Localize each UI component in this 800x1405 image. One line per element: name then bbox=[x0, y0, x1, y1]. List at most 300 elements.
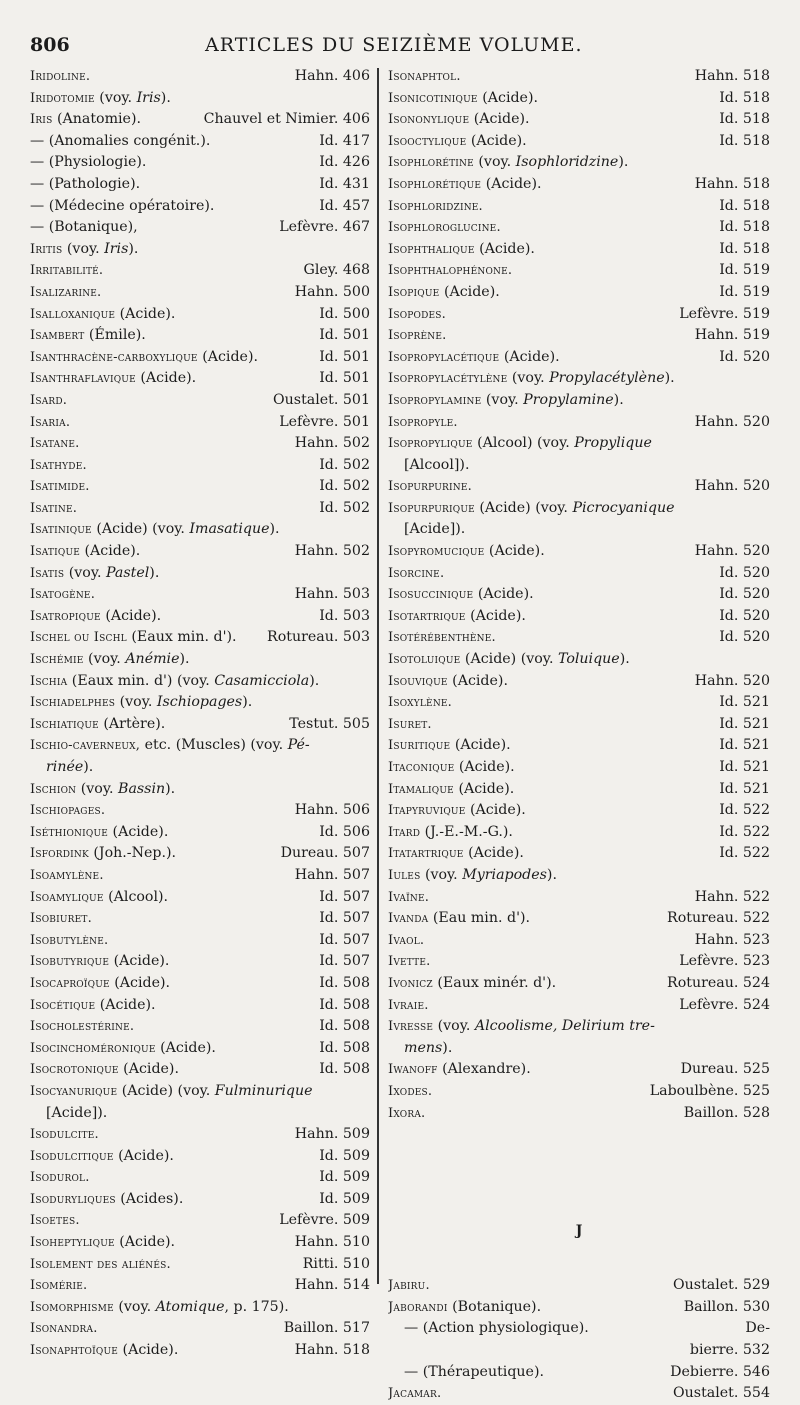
entry-term bbox=[388, 476, 472, 498]
entry-term bbox=[388, 973, 556, 995]
entry-headword: Isocinchoméronique bbox=[30, 1040, 156, 1056]
entry-term bbox=[388, 498, 675, 520]
index-entry bbox=[388, 541, 770, 563]
entry-author-page bbox=[689, 930, 770, 952]
entry-author: Id. bbox=[319, 1190, 339, 1207]
entry-qualifier: (Acide). bbox=[109, 974, 171, 991]
entry-qualifier: (Acide). bbox=[80, 543, 141, 560]
entry-author-page bbox=[313, 1167, 370, 1189]
entry-author-page bbox=[713, 282, 770, 304]
entry-author: Id. bbox=[319, 888, 339, 905]
entry-qualifier: (Acide). bbox=[450, 737, 511, 754]
entry-author-page bbox=[313, 131, 370, 153]
entry-author-page bbox=[713, 109, 770, 131]
entry-term bbox=[388, 606, 526, 628]
entry-headword: Isopodes. bbox=[388, 306, 446, 322]
entry-author-page bbox=[667, 1383, 770, 1405]
index-entry bbox=[30, 260, 370, 282]
entry-headword: Isoduryliques bbox=[30, 1191, 116, 1207]
entry-qualifier: (Acide). bbox=[465, 607, 526, 624]
entry-term bbox=[30, 152, 146, 174]
entry-headword: Isonandra. bbox=[30, 1321, 98, 1337]
entry-author: Hahn. bbox=[294, 866, 339, 883]
entry-page: 510 bbox=[342, 1255, 370, 1272]
index-entry bbox=[30, 1189, 370, 1211]
index-entry bbox=[388, 1038, 770, 1060]
entry-author-page bbox=[289, 282, 370, 304]
entry-author-page bbox=[313, 1189, 370, 1211]
entry-term bbox=[30, 1340, 178, 1362]
index-entry bbox=[30, 390, 370, 412]
section-letter: J bbox=[575, 1223, 583, 1240]
entry-headword: Isophthalophénone. bbox=[388, 263, 513, 279]
entry-tail: , p. 175). bbox=[224, 1298, 289, 1315]
entry-qualifier: (J.-E.-M.-G.). bbox=[420, 823, 513, 840]
entry-author: Id. bbox=[719, 89, 739, 106]
entry-author: Testut. bbox=[289, 715, 339, 732]
index-entry bbox=[30, 519, 370, 541]
entry-term bbox=[388, 627, 496, 649]
entry-headword: Jabiru. bbox=[388, 1278, 430, 1294]
entry-headword: Itaconique bbox=[388, 760, 455, 775]
entry-headword: Isomérie. bbox=[30, 1278, 88, 1294]
entry-qualifier: (Acide). bbox=[114, 1234, 176, 1251]
entry-term bbox=[30, 368, 196, 390]
entry-author-page bbox=[313, 498, 370, 520]
entry-headword: Isobutylène. bbox=[30, 932, 109, 948]
entry-headword: Isatine. bbox=[30, 500, 78, 516]
index-entry bbox=[388, 671, 770, 693]
entry-author-page bbox=[289, 541, 370, 563]
entry-author-page bbox=[689, 174, 770, 196]
entry-qualifier: (Acide). bbox=[466, 132, 527, 149]
entry-author: Hahn. bbox=[694, 68, 739, 84]
entry-page: 509 bbox=[342, 1147, 370, 1164]
entry-page: 501 bbox=[342, 413, 370, 430]
entry-author-page bbox=[198, 109, 370, 131]
entry-qualifier: (Botanique). bbox=[447, 1298, 542, 1315]
entry-author-page bbox=[313, 368, 370, 390]
index-entry bbox=[30, 1232, 370, 1254]
entry-page: 520 bbox=[742, 586, 770, 603]
entry-headword: Isuret. bbox=[388, 716, 432, 732]
entry-term bbox=[388, 1362, 544, 1384]
entry-term bbox=[388, 800, 526, 822]
index-entry bbox=[388, 217, 770, 239]
entry-author-page bbox=[297, 1254, 370, 1276]
entry-page: 509 bbox=[342, 1126, 370, 1143]
index-entry bbox=[30, 455, 370, 477]
entry-page: 522 bbox=[742, 910, 770, 927]
index-entry bbox=[388, 1275, 770, 1297]
entry-author-page bbox=[713, 563, 770, 585]
entry-author-page bbox=[713, 239, 770, 261]
entry-qualifier: (Acide) (voy. bbox=[91, 521, 190, 538]
index-entry bbox=[388, 563, 770, 585]
entry-term bbox=[388, 1059, 531, 1081]
index-entry bbox=[388, 498, 770, 520]
entry-author-page bbox=[283, 714, 370, 736]
index-entry bbox=[388, 843, 770, 865]
entry-term bbox=[388, 347, 560, 369]
entry-headword: Isanthracène-carboxylique bbox=[30, 349, 198, 365]
entry-term bbox=[30, 843, 176, 865]
entry-author-page bbox=[713, 714, 770, 736]
entry-reference: Propylacétylène bbox=[549, 370, 665, 387]
entry-page: 518 bbox=[742, 89, 770, 106]
index-entry bbox=[30, 1124, 370, 1146]
entry-author-page bbox=[675, 1059, 770, 1081]
entry-author: Hahn. bbox=[294, 1342, 339, 1359]
entry-headword: Jaborandi bbox=[388, 1299, 448, 1315]
entry-headword: Isoheptylique bbox=[30, 1235, 115, 1251]
entry-headword: Isard. bbox=[30, 392, 68, 408]
entry-page: 546 bbox=[742, 1363, 770, 1380]
entry-reference: mens bbox=[404, 1039, 443, 1056]
entry-author-page bbox=[713, 260, 770, 282]
entry-headword: Iséthionique bbox=[30, 824, 109, 840]
entry-tail: ). bbox=[309, 672, 320, 689]
entry-qualifier: (voy. bbox=[64, 564, 106, 581]
entry-qualifier: (Acide). bbox=[499, 348, 560, 365]
blank-line bbox=[388, 1124, 770, 1146]
entry-author-page bbox=[713, 757, 770, 779]
entry-author: Baillon. bbox=[283, 1320, 339, 1337]
entry-author: Id. bbox=[719, 219, 739, 236]
entry-term bbox=[30, 735, 310, 757]
entry-page: 406 bbox=[342, 68, 370, 84]
entry-author: Hahn. bbox=[694, 672, 739, 689]
entry-headword: Ivaïne. bbox=[388, 889, 430, 905]
entry-author-page bbox=[273, 217, 370, 239]
entry-term bbox=[30, 779, 175, 801]
index-entry bbox=[388, 304, 770, 326]
entry-term bbox=[30, 196, 214, 218]
entry-headword: Ivaol. bbox=[388, 932, 425, 948]
entry-qualifier: (Acide). bbox=[100, 607, 162, 624]
entry-author-page bbox=[713, 131, 770, 153]
entry-author: Id. bbox=[319, 1147, 339, 1164]
entry-headword: Isatique bbox=[30, 544, 80, 560]
entry-author-page bbox=[273, 1210, 370, 1232]
entry-author-page bbox=[673, 304, 770, 326]
entry-headword: Isocyanurique bbox=[30, 1083, 118, 1099]
entry-headword: Isopropylacétique bbox=[388, 349, 500, 365]
entry-qualifier: (voy. bbox=[94, 89, 137, 106]
entry-page: 519 bbox=[742, 327, 770, 344]
entry-page: 525 bbox=[742, 1082, 770, 1099]
index-entry bbox=[30, 887, 370, 909]
entry-author: Hahn. bbox=[694, 543, 739, 560]
entry-term bbox=[30, 887, 168, 909]
entry-page: 502 bbox=[342, 543, 370, 560]
entry-page: 520 bbox=[742, 672, 770, 689]
index-entry bbox=[388, 1383, 770, 1405]
entry-author-page bbox=[684, 1340, 770, 1362]
entry-tail: ). bbox=[546, 866, 557, 883]
entry-term bbox=[388, 1038, 452, 1060]
entry-author-page bbox=[713, 779, 770, 801]
entry-reference: Imasatique bbox=[189, 521, 270, 538]
entry-page: 523 bbox=[742, 953, 770, 970]
entry-term bbox=[30, 66, 90, 88]
entry-page: 520 bbox=[742, 607, 770, 624]
index-entry bbox=[388, 887, 770, 909]
index-entry bbox=[388, 152, 770, 174]
entry-term bbox=[30, 519, 280, 541]
entry-term bbox=[388, 779, 514, 801]
entry-author-page bbox=[275, 843, 370, 865]
entry-qualifier: (Émile). bbox=[84, 327, 146, 344]
entry-page: 520 bbox=[742, 543, 770, 560]
entry-page: 522 bbox=[742, 888, 770, 905]
entry-term bbox=[30, 88, 171, 110]
entry-author: De- bbox=[745, 1320, 770, 1337]
entry-term bbox=[388, 304, 446, 326]
entry-qualifier: (Acide). bbox=[95, 996, 156, 1013]
entry-author: Id. bbox=[319, 823, 339, 840]
entry-term bbox=[30, 1103, 107, 1125]
entry-headword: Isoprène. bbox=[388, 328, 447, 344]
entry-author: Gley. bbox=[303, 262, 339, 279]
entry-term bbox=[30, 1275, 87, 1297]
entry-qualifier: (voy. bbox=[507, 370, 550, 387]
entry-term bbox=[388, 152, 628, 174]
index-entry bbox=[388, 433, 770, 455]
entry-qualifier: — (Anomalies congénit.). bbox=[30, 132, 211, 149]
entry-qualifier: (Acide). bbox=[484, 543, 545, 560]
entry-qualifier: (voy. bbox=[115, 694, 157, 711]
entry-term bbox=[388, 455, 469, 477]
entry-headword: Itamalique bbox=[388, 781, 454, 797]
entry-term bbox=[30, 606, 161, 628]
entry-headword: Ischiadelphes bbox=[30, 695, 116, 711]
index-entry bbox=[30, 347, 370, 369]
entry-author: Id. bbox=[319, 931, 339, 948]
entry-page: 501 bbox=[342, 327, 370, 344]
entry-term bbox=[388, 131, 527, 153]
entry-qualifier: — (Médecine opératoire). bbox=[30, 197, 215, 214]
entry-term bbox=[30, 412, 70, 434]
index-entry bbox=[30, 196, 370, 218]
entry-page: 521 bbox=[742, 780, 770, 797]
entry-page: 508 bbox=[342, 1061, 370, 1078]
entry-headword: Ischiopages. bbox=[30, 803, 106, 819]
entry-term bbox=[30, 973, 170, 995]
entry-author-page bbox=[673, 951, 770, 973]
index-entry bbox=[388, 1340, 770, 1362]
index-entry bbox=[388, 800, 770, 822]
index-entry bbox=[30, 66, 370, 88]
entry-page: 521 bbox=[742, 715, 770, 732]
entry-author-page bbox=[713, 88, 770, 110]
entry-term bbox=[388, 735, 511, 757]
index-entry bbox=[30, 930, 370, 952]
index-entry bbox=[30, 498, 370, 520]
entry-qualifier: (Acide). bbox=[465, 802, 526, 819]
entry-qualifier: — (Action physiologique). bbox=[404, 1320, 589, 1337]
entry-qualifier: (Acide). bbox=[469, 111, 530, 128]
entry-author: Debierre. bbox=[670, 1363, 739, 1380]
entry-tail: ). bbox=[442, 1039, 453, 1056]
entry-author: Rotureau. bbox=[667, 974, 739, 991]
entry-author-page bbox=[713, 584, 770, 606]
index-entry bbox=[30, 692, 370, 714]
entry-tail: ). bbox=[618, 154, 629, 171]
index-entry bbox=[30, 1297, 370, 1319]
index-entry bbox=[30, 671, 370, 693]
entry-headword: Ischémie bbox=[30, 652, 84, 668]
entry-headword: Itapyruvique bbox=[388, 803, 466, 819]
entry-page: 524 bbox=[742, 974, 770, 991]
entry-qualifier: — (Physiologie). bbox=[30, 154, 147, 171]
entry-page: 503 bbox=[342, 629, 370, 646]
entry-term bbox=[30, 995, 156, 1017]
entry-term bbox=[30, 584, 95, 606]
index-entry bbox=[30, 282, 370, 304]
index-entry bbox=[30, 217, 370, 239]
entry-tail: ). bbox=[160, 89, 171, 106]
entry-headword: Iridotomie bbox=[30, 90, 95, 106]
index-entry bbox=[388, 196, 770, 218]
entry-author-page bbox=[289, 1232, 370, 1254]
entry-term bbox=[30, 239, 138, 261]
entry-qualifier: (Eaux min. d'). bbox=[126, 629, 237, 646]
entry-page: 509 bbox=[342, 1212, 370, 1229]
entry-author: Id. bbox=[719, 197, 739, 214]
index-entry bbox=[388, 455, 770, 477]
entry-term bbox=[30, 908, 92, 930]
entry-page: 508 bbox=[342, 1018, 370, 1035]
entry-page: 426 bbox=[342, 154, 370, 171]
entry-author: Id. bbox=[319, 154, 339, 171]
right-column bbox=[388, 66, 770, 1405]
entry-author-page bbox=[261, 627, 370, 649]
entry-author-page bbox=[313, 1016, 370, 1038]
entry-qualifier: (Acide). bbox=[473, 586, 534, 603]
entry-qualifier: (Acide). bbox=[447, 672, 508, 689]
entry-page: 521 bbox=[742, 694, 770, 711]
entry-author-page bbox=[673, 995, 770, 1017]
index-entry bbox=[388, 649, 770, 671]
index-entry bbox=[30, 606, 370, 628]
entry-page: 520 bbox=[742, 413, 770, 430]
index-entry bbox=[30, 779, 370, 801]
entry-term bbox=[388, 196, 483, 218]
index-entry bbox=[30, 1103, 370, 1125]
entry-qualifier: (Acide). bbox=[197, 348, 258, 365]
entry-author-page bbox=[289, 1275, 370, 1297]
entry-author: Hahn. bbox=[294, 802, 339, 819]
index-entry bbox=[388, 735, 770, 757]
index-entry bbox=[388, 174, 770, 196]
index-entry bbox=[388, 66, 770, 88]
entry-author-page bbox=[289, 865, 370, 887]
entry-term bbox=[30, 1297, 289, 1319]
entry-author-page bbox=[313, 887, 370, 909]
entry-page: 518 bbox=[742, 132, 770, 149]
index-entry bbox=[388, 239, 770, 261]
entry-author: Id. bbox=[719, 586, 739, 603]
entry-term bbox=[388, 217, 501, 239]
entry-qualifier: (Acide). bbox=[474, 240, 535, 257]
entry-author: Id. bbox=[319, 1169, 339, 1186]
entry-page: 514 bbox=[342, 1277, 370, 1294]
index-entry bbox=[388, 1016, 770, 1038]
entry-author-page bbox=[689, 476, 770, 498]
entry-qualifier: (Acide). bbox=[463, 845, 524, 862]
entry-author: Id. bbox=[319, 478, 339, 495]
entry-qualifier: (Anatomie). bbox=[52, 111, 141, 128]
entry-term bbox=[388, 325, 446, 347]
entry-page: 554 bbox=[742, 1385, 770, 1402]
entry-term bbox=[30, 325, 146, 347]
entry-qualifier: [Alcool]). bbox=[404, 456, 470, 473]
entry-page: 518 bbox=[742, 197, 770, 214]
index-entry bbox=[30, 476, 370, 498]
left-column bbox=[30, 66, 370, 1362]
page-title: ARTICLES DU SEIZIÈME VOLUME. bbox=[205, 34, 583, 56]
entry-headword: Isopurpurique bbox=[388, 500, 475, 516]
entry-page: 502 bbox=[342, 478, 370, 495]
entry-reference: Alcoolisme, Delirium tre- bbox=[474, 1018, 655, 1035]
entry-page: 523 bbox=[742, 931, 770, 948]
entry-page: 509 bbox=[342, 1190, 370, 1207]
entry-author-page bbox=[713, 843, 770, 865]
entry-author: Rotureau. bbox=[267, 629, 339, 646]
entry-page: 508 bbox=[342, 974, 370, 991]
index-entry bbox=[388, 88, 770, 110]
entry-tail: ). bbox=[613, 391, 624, 408]
index-entry bbox=[30, 239, 370, 261]
entry-author-page bbox=[289, 800, 370, 822]
entry-qualifier: (Alcool). bbox=[103, 888, 169, 905]
index-entry bbox=[388, 1297, 770, 1319]
entry-headword: Isophlorétique bbox=[388, 176, 482, 192]
entry-author: Baillon. bbox=[683, 1104, 739, 1121]
entry-author: Id. bbox=[319, 974, 339, 991]
index-entry bbox=[388, 822, 770, 844]
entry-term bbox=[388, 1016, 655, 1038]
entry-headword: Isalloxanique bbox=[30, 306, 116, 322]
entry-qualifier: (Acide). bbox=[113, 1147, 174, 1164]
entry-author: Id. bbox=[319, 910, 339, 927]
entry-term bbox=[388, 541, 545, 563]
entry-qualifier: (Acide). bbox=[115, 305, 176, 322]
entry-headword: Ischio-caverneux, bbox=[30, 738, 141, 754]
index-entry bbox=[30, 325, 370, 347]
entry-page: 503 bbox=[342, 607, 370, 624]
entry-author-page bbox=[313, 822, 370, 844]
index-entry bbox=[30, 822, 370, 844]
entry-headword: Isocrotonique bbox=[30, 1062, 119, 1078]
entry-author: Chauvel et Nimier. bbox=[203, 111, 339, 128]
entry-headword: Isatane. bbox=[30, 436, 80, 452]
entry-page: 532 bbox=[742, 1342, 770, 1359]
index-entry bbox=[388, 109, 770, 131]
index-entry bbox=[388, 476, 770, 498]
entry-term bbox=[388, 368, 675, 390]
index-entry bbox=[30, 1146, 370, 1168]
entry-page: 522 bbox=[742, 823, 770, 840]
entry-tail: ). bbox=[128, 240, 139, 257]
index-entry bbox=[388, 368, 770, 390]
entry-headword: Isuritique bbox=[388, 738, 451, 754]
entry-page: 522 bbox=[742, 802, 770, 819]
entry-headword: Iris bbox=[30, 112, 53, 128]
entry-headword: Isoamylène. bbox=[30, 867, 104, 883]
entry-qualifier: (Acide). bbox=[477, 89, 538, 106]
